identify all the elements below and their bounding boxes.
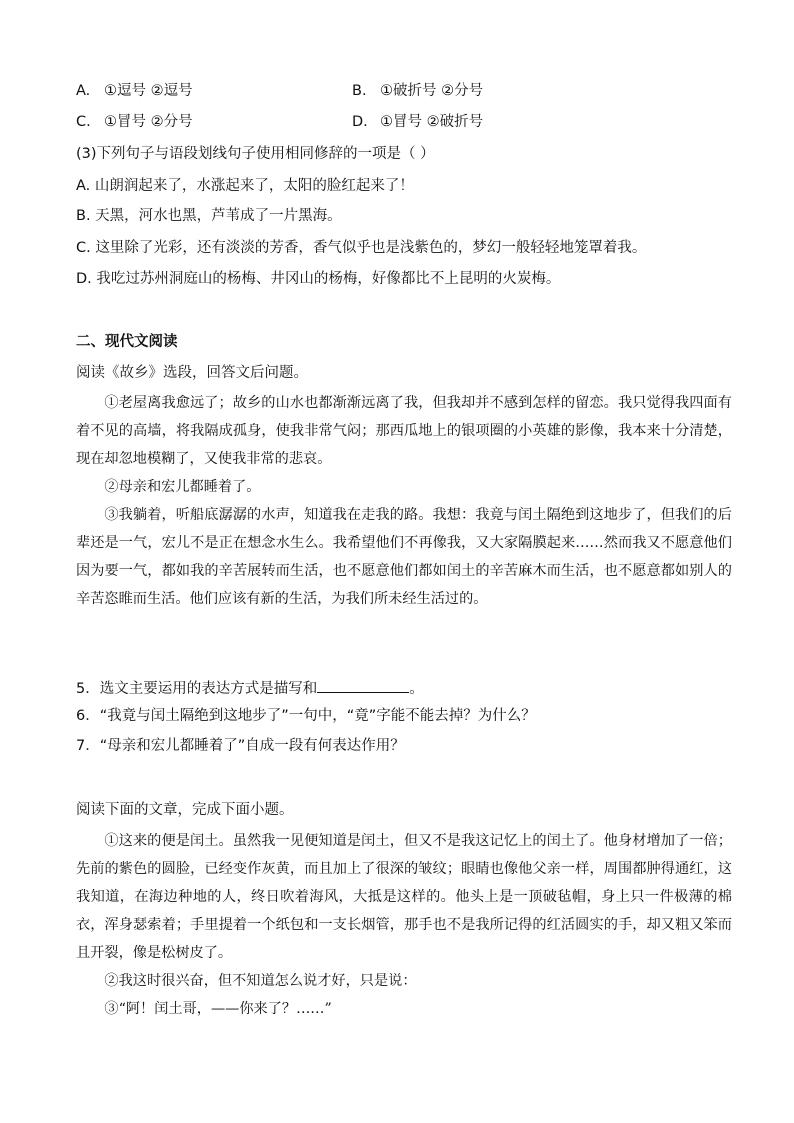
option-row-ab xyxy=(76,81,484,101)
answer-blank[interactable] xyxy=(317,676,409,693)
passage-paragraph-2: ②母亲和宏儿都睡着了。 xyxy=(104,479,261,495)
q3-option-c: C. 这里除了光彩，还有淡淡的芳香，香气似乎也是浅紫色的，梦幻一般轻轻地笼罩着我。 xyxy=(76,240,647,256)
question-7: 7．“母亲和宏儿都睡着了”自成一段有何表达作用？ xyxy=(76,738,405,754)
option-d: D. ①冒号 ②破折号 xyxy=(352,114,484,130)
option-c: C. ①冒号 ②分号 xyxy=(76,114,193,130)
passage-runtu xyxy=(76,827,732,1023)
section3-intro: 阅读下面的文章，完成下面小题。 xyxy=(76,802,294,818)
option-row-cd xyxy=(76,112,484,132)
passage-paragraph-3: ③“阿！闰土哥，——你来了？……” xyxy=(104,1001,332,1017)
passage-paragraph-1: ①这来的便是闰土。虽然我一见便知道是闰土，但又不是我这记忆上的闰土了。他身材增加了一倍；先前的紫色的圆脸，已经变作灰黄，而且加上了很深的皱纹；眼睛也像他父亲一样，周围都肿得通红，这我知道，在海边种地的人，终日吹着海风，大抵是这样的。他头上是一顶破毡帽，身上只一件极薄的棉衣，浑身瑟索着；手里提着一个纸包和一支长烟管，那手也不是我所记得的红活圆实的手，却又粗又笨而且开裂，像是松树皮了。 xyxy=(76,833,732,961)
section2-intro: 阅读《故乡》选段，回答文后问题。 xyxy=(76,365,308,381)
q3-option-b: B. 天黑，河水也黑，芦苇成了一片黑海。 xyxy=(76,208,342,224)
passage-paragraph-2: ②我这时很兴奋，但不知道怎么说才好，只是说： xyxy=(104,973,417,989)
option-b: B. ①破折号 ②分号 xyxy=(352,83,484,99)
question-5: 5．选文主要运用的表达方式是描写和 。 xyxy=(76,676,424,699)
passage-paragraph-3: ③我躺着，听船底潺潺的水声，知道我在走我的路。我想：我竟与闰土隔绝到这地步了，但我们的后辈还是一气，宏儿不是正在想念水生么。我希望他们不再像我，又大家隔膜起来……然而我又不愿意他们因为要一气，都如我的辛苦展转而生活，也不愿意他们都如闰土的辛苦麻木而生活，也不愿意都如别人的辛苦恣睢而生活。他们应该有新的生活，为我们所未经生活过的。 xyxy=(76,507,732,607)
question-6: 6．“我竟与闰土隔绝到这地步了”一句中，“竟”字能不能去掉？为什么？ xyxy=(76,708,536,724)
q3-option-a: A. 山朗润起来了，水涨起来了，太阳的脸红起来了！ xyxy=(76,178,414,194)
passage-guxiang xyxy=(76,389,732,613)
section-title: 二、现代文阅读 xyxy=(76,334,178,350)
q3-stem: (3)下列句子与语段划线句子使用相同修辞的一项是（ ） xyxy=(76,146,435,162)
q3-option-d: D. 我吃过苏州洞庭山的杨梅、井冈山的杨梅，好像都比不上昆明的火炭梅。 xyxy=(76,271,561,287)
passage-paragraph-1: ①老屋离我愈远了；故乡的山水也都渐渐远离了我，但我却并不感到怎样的留恋。我只觉得我四面有着不见的高墙，将我隔成孤身，使我非常气闷；那西瓜地上的银项圈的小英雄的影像，我本来十分清楚，现在却忽地模糊了，又使我非常的悲哀。 xyxy=(76,395,732,467)
option-a: A. ①逗号 ②逗号 xyxy=(76,83,193,99)
